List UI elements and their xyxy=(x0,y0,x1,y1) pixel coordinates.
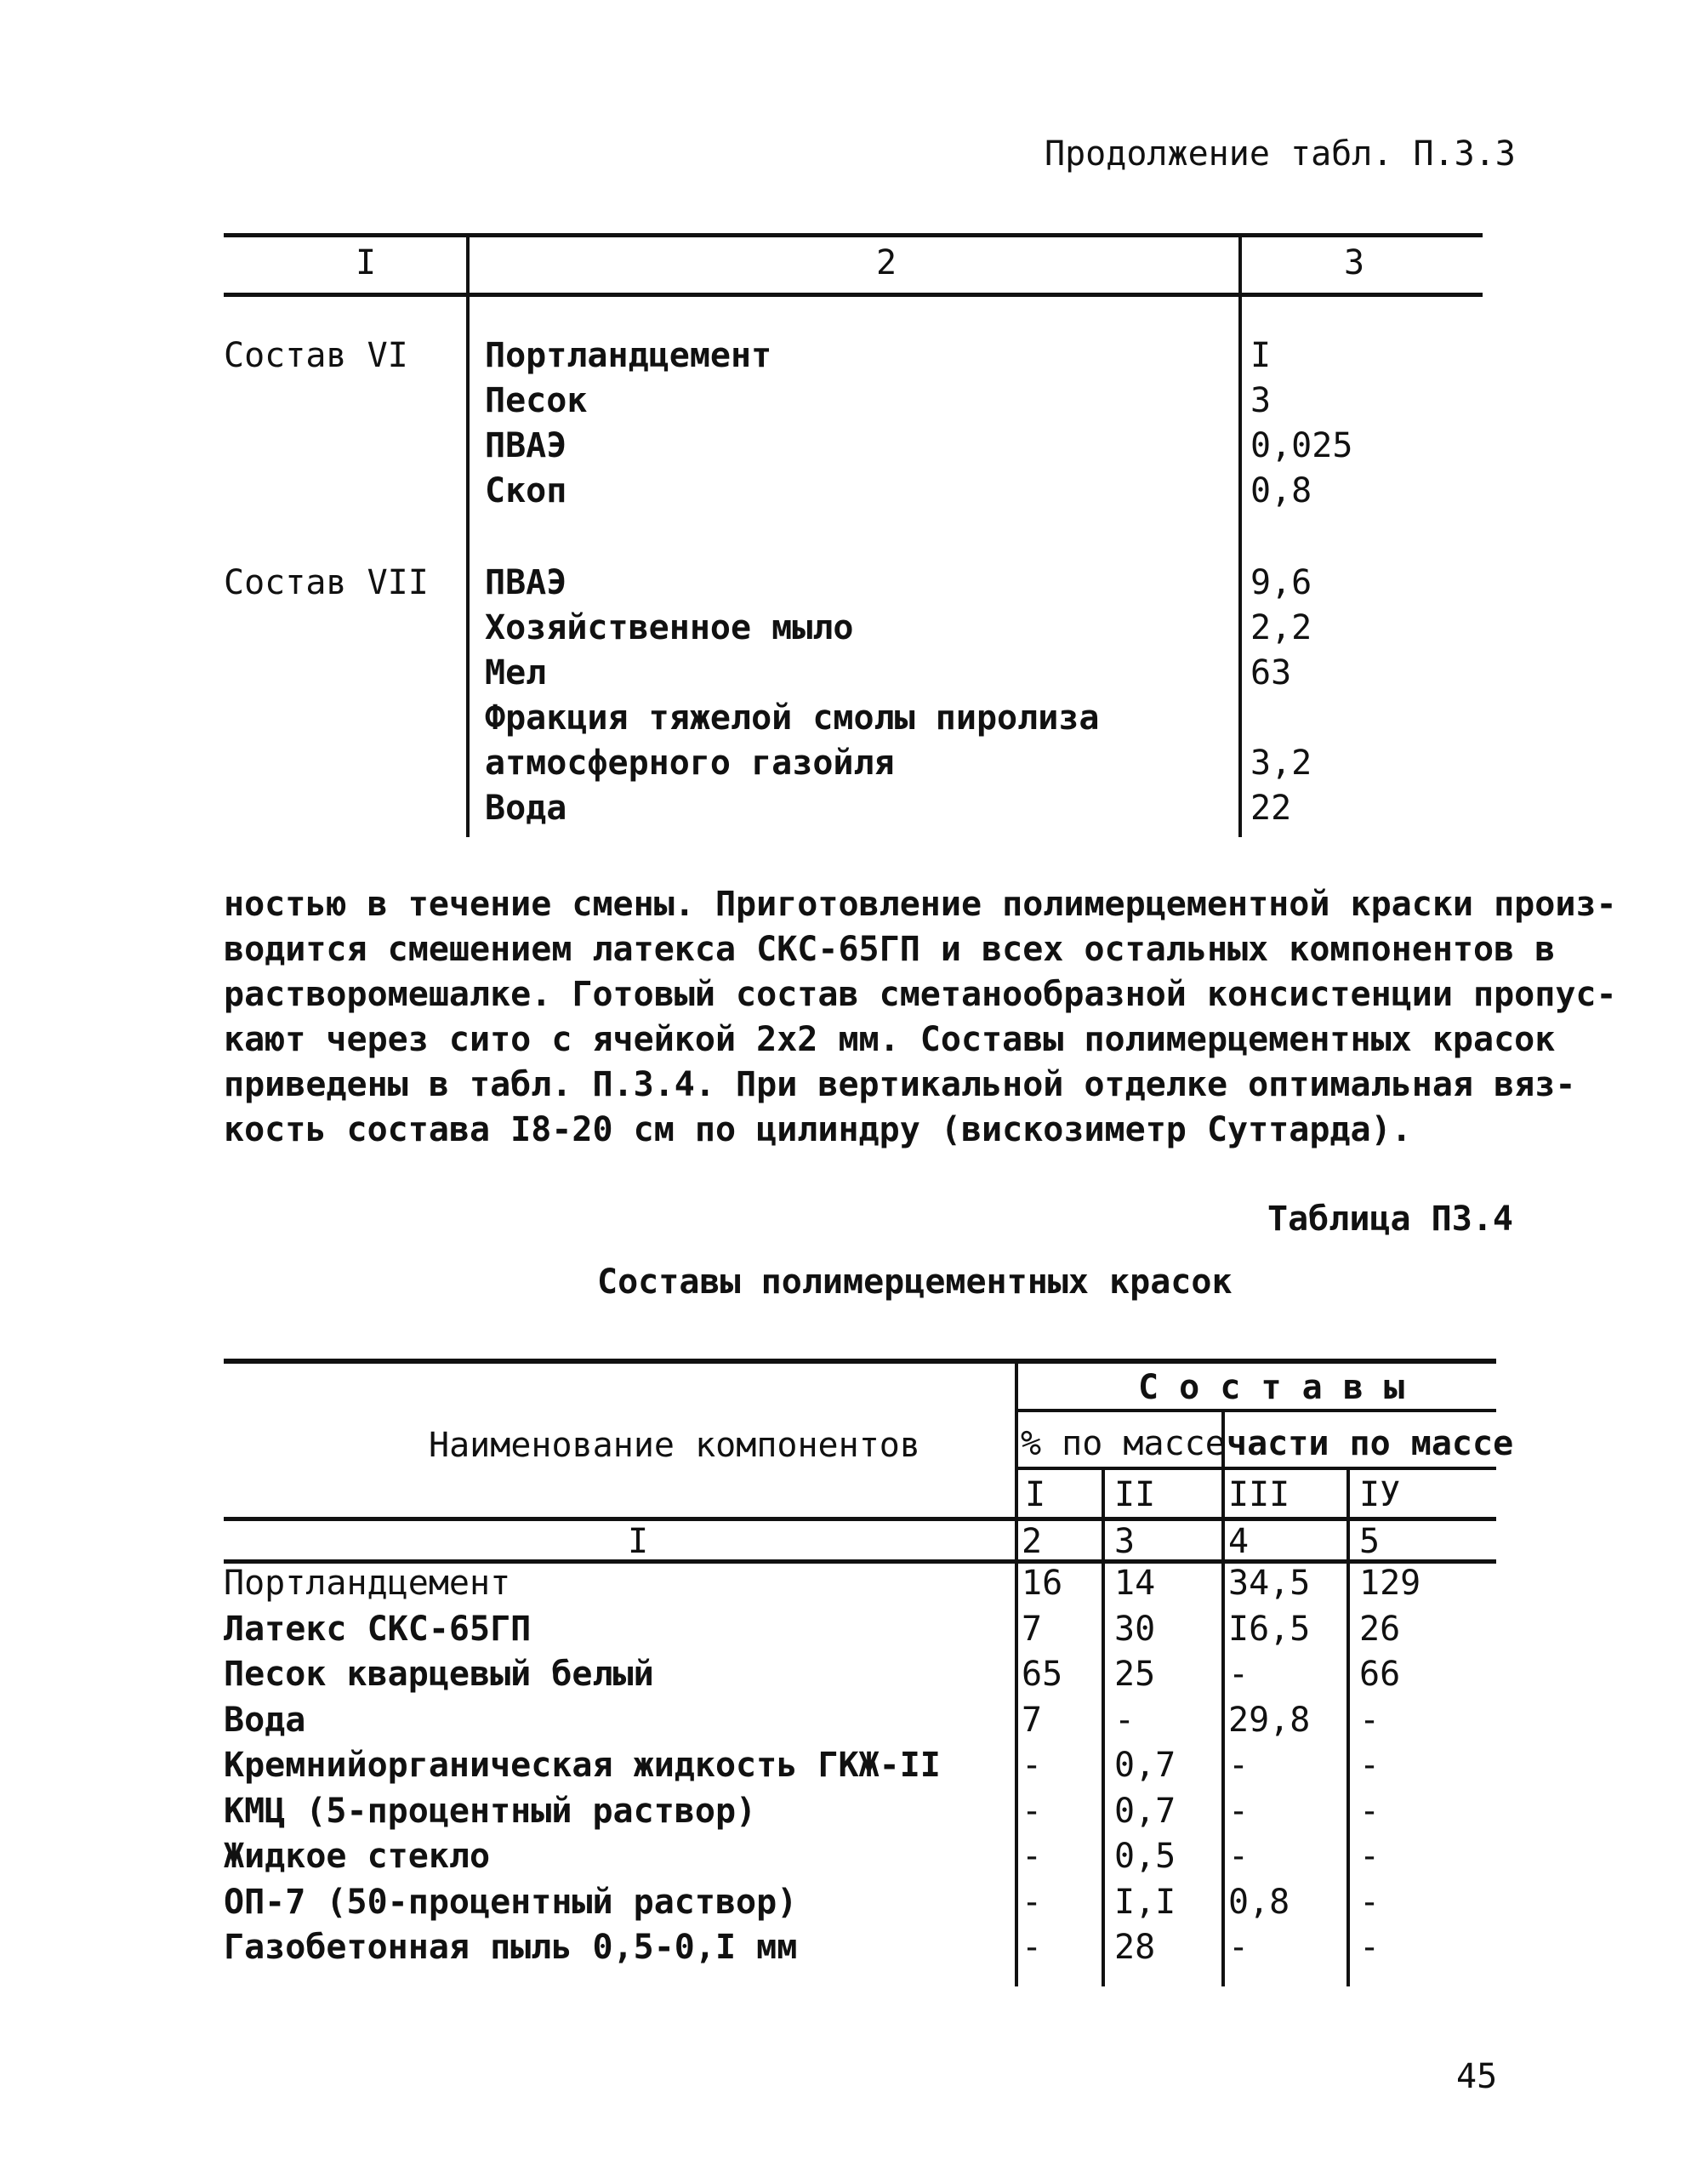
table-row-name: Латекс СКС-65ГП xyxy=(224,1610,532,1649)
table-row-name: Жидкое стекло xyxy=(224,1837,491,1876)
subgroup-header-parts: части по массе xyxy=(1227,1424,1514,1463)
table-cell: 28 xyxy=(1114,1928,1156,1967)
table-column-divider xyxy=(1238,233,1242,837)
table-cell: - xyxy=(1359,1701,1381,1740)
component-name: ПВАЭ xyxy=(485,563,567,602)
column-number: 4 xyxy=(1228,1522,1250,1561)
component-name: Скоп xyxy=(485,471,567,510)
table-cell: - xyxy=(1228,1746,1250,1785)
column-header-1: I xyxy=(356,243,377,282)
table-row-name: ОП-7 (50-процентный раствор) xyxy=(224,1883,798,1922)
paragraph-line: растворомешалке. Готовый состав сметанообразной консистенции пропус- xyxy=(224,975,1617,1014)
table-cell: 0,7 xyxy=(1114,1792,1176,1831)
component-name: Песок xyxy=(485,381,588,420)
table-continuation-label: Продолжение табл. П.3.3 xyxy=(1045,134,1516,174)
table-cell: - xyxy=(1359,1883,1381,1922)
table-column-divider xyxy=(1102,1470,1105,1986)
table-cell: 0,5 xyxy=(1114,1837,1176,1876)
paragraph-line: водится смешением латекса СКС-65ГП и всех остальных компонентов в xyxy=(224,930,1556,969)
composition-header-4: IУ xyxy=(1359,1475,1401,1514)
paragraph-line: ностью в течение смены. Приготовление полимерцементной краски произ- xyxy=(224,885,1617,924)
table-cell: 65 xyxy=(1022,1655,1063,1694)
table-cell: 0,7 xyxy=(1114,1746,1176,1785)
header-rule xyxy=(224,1517,1496,1521)
component-value: 22 xyxy=(1250,789,1292,828)
table-column-divider xyxy=(1015,1364,1018,1986)
table-cell: 7 xyxy=(1022,1701,1043,1740)
table-row-name: Портландцемент xyxy=(224,1564,511,1603)
table-cell: 34,5 xyxy=(1228,1564,1311,1603)
table-top-rule xyxy=(224,233,1483,237)
table-title: Составы полимерцементных красок xyxy=(597,1262,1233,1302)
component-value: 2,2 xyxy=(1250,608,1312,647)
table-label: Таблица П3.4 xyxy=(1267,1200,1513,1239)
composition-header-3: III xyxy=(1228,1475,1290,1514)
subgroup-header-rule xyxy=(1017,1467,1496,1470)
component-name: Хозяйственное мыло xyxy=(485,608,854,647)
table-row-name: Вода xyxy=(224,1701,306,1740)
component-value: 63 xyxy=(1250,653,1292,692)
component-name: Портландцемент xyxy=(485,336,772,375)
table-cell: - xyxy=(1359,1792,1381,1831)
table-cell: 30 xyxy=(1114,1610,1156,1649)
component-value: 3,2 xyxy=(1250,744,1312,783)
component-name: ПВАЭ xyxy=(485,426,567,465)
table-column-divider xyxy=(1346,1470,1350,1986)
table-cell: 29,8 xyxy=(1228,1701,1311,1740)
table-cell: 14 xyxy=(1114,1564,1156,1603)
component-name: Вода xyxy=(485,789,567,828)
table-cell: - xyxy=(1022,1792,1043,1831)
composition-header-2: II xyxy=(1114,1475,1156,1514)
table-row-name: Песок кварцевый белый xyxy=(224,1655,654,1694)
table-cell: - xyxy=(1022,1837,1043,1876)
group-label: Состав VII xyxy=(224,563,429,602)
table-cell: - xyxy=(1228,1792,1250,1831)
table-cell: 129 xyxy=(1359,1564,1421,1603)
table-cell: 26 xyxy=(1359,1610,1401,1649)
column-header-2: 2 xyxy=(876,243,897,282)
table-cell: - xyxy=(1359,1928,1381,1967)
composition-header-1: I xyxy=(1025,1475,1046,1514)
table-cell: - xyxy=(1022,1928,1043,1967)
table-cell: - xyxy=(1022,1883,1043,1922)
table-cell: 25 xyxy=(1114,1655,1156,1694)
column-group-header: С о с т а в ы xyxy=(1138,1368,1405,1407)
table-column-divider xyxy=(1221,1412,1225,1986)
component-name: атмосферного газойля xyxy=(485,744,895,783)
table-cell: - xyxy=(1022,1746,1043,1785)
column-number: 3 xyxy=(1114,1522,1136,1561)
component-value: 3 xyxy=(1250,381,1272,420)
table-cell: I6,5 xyxy=(1228,1610,1311,1649)
component-value: 0,8 xyxy=(1250,471,1312,510)
component-value: 0,025 xyxy=(1250,426,1353,465)
subgroup-header-percent: % по массе xyxy=(1021,1424,1226,1463)
table-row-name: КМЦ (5-процентный раствор) xyxy=(224,1792,757,1831)
table-cell: 7 xyxy=(1022,1610,1043,1649)
column-header-3: 3 xyxy=(1344,243,1365,282)
table-cell: - xyxy=(1228,1655,1250,1694)
component-name: Фракция тяжелой смолы пиролиза xyxy=(485,698,1100,738)
table-column-divider xyxy=(466,233,470,837)
component-value: I xyxy=(1250,336,1272,375)
column-number: 5 xyxy=(1359,1522,1381,1561)
page-number: 45 xyxy=(1456,2057,1498,2096)
table-cell: 0,8 xyxy=(1228,1883,1290,1922)
group-header-rule xyxy=(1017,1409,1496,1412)
table-header-rule xyxy=(224,293,1483,297)
group-label: Состав VI xyxy=(224,336,408,375)
table-cell: - xyxy=(1114,1701,1136,1740)
table-cell: - xyxy=(1228,1928,1250,1967)
component-name: Мел xyxy=(485,653,547,692)
paragraph-line: кают через сито с ячейкой 2х2 мм. Составы полимерцементных красок xyxy=(224,1020,1556,1059)
table-cell: 16 xyxy=(1022,1564,1063,1603)
component-value: 9,6 xyxy=(1250,563,1312,602)
paragraph-line: приведены в табл. П.3.4. При вертикальной отделке оптимальная вяз- xyxy=(224,1065,1576,1104)
table-cell: I,I xyxy=(1114,1883,1176,1922)
column-number: 2 xyxy=(1022,1522,1043,1561)
table-cell: - xyxy=(1359,1837,1381,1876)
column-number: I xyxy=(628,1522,649,1561)
table-cell: - xyxy=(1359,1746,1381,1785)
table-cell: 66 xyxy=(1359,1655,1401,1694)
table-cell: - xyxy=(1228,1837,1250,1876)
table-row-name: Кремнийорганическая жидкость ГКЖ-II xyxy=(224,1746,941,1785)
paragraph-line: кость состава I8-20 см по цилиндру (вискозиметр Суттарда). xyxy=(224,1110,1412,1149)
table-top-rule xyxy=(224,1359,1496,1364)
column-header-name: Наименование компонентов xyxy=(429,1426,920,1465)
table-row-name: Газобетонная пыль 0,5-0,I мм xyxy=(224,1928,798,1967)
